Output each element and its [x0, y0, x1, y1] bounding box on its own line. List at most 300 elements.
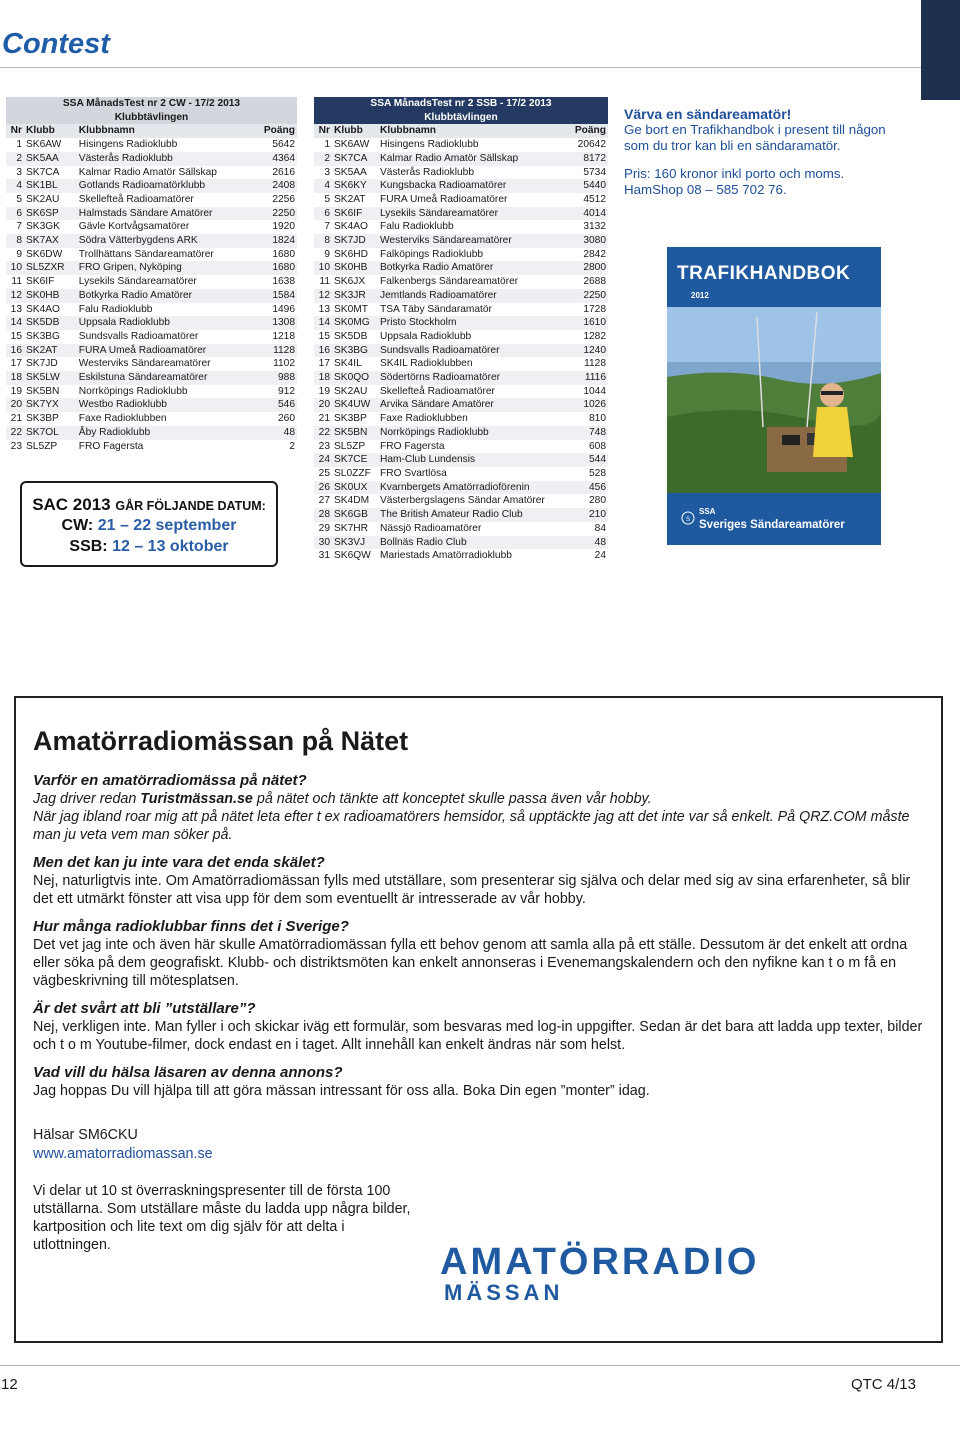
sac-subtitle: GÅR FÖLJANDE DATUM: [115, 499, 266, 513]
row-nr: 7 [16, 221, 22, 233]
table-row [6, 152, 297, 166]
row-nr: 27 [318, 495, 330, 507]
table-title: SSA MånadsTest nr 2 SSB - 17/2 2013 [314, 97, 608, 111]
row-nr: 16 [314, 344, 332, 358]
row-nr: 11 [319, 276, 330, 288]
answer-3: Det vet jag inte och även här skulle Amatörradiomässan fylla ett behov genom att samla alla på ett ställe. Dessutom är det enkelt att ordna eller söka på dem geografiskt. Klubb- och distriktsmöten kan enkelt annonseras i Evenemangskalendern och den nyfikne kan t o m få en vägbeskrivning till mötesplatsen. [33, 937, 908, 989]
row-points: 24 [594, 550, 606, 562]
table-row [314, 467, 608, 481]
answer-4: Nej, verkligen inte. Man fyller i och skickar iväg ett formulär, som besvaras med log-in uppgifter. Sedan är det bara att ladda upp texter, bilder och t o m Youtube-filmer, dock endast en i taget. Allt innehåll kan enkelt ändras när som helst. [33, 1019, 923, 1053]
article-box [14, 696, 943, 1343]
row-clubname: Trollhättans Sändareamatörer [78, 248, 214, 260]
row-points: 8172 [568, 152, 608, 166]
row-points: 3080 [568, 234, 608, 248]
row-points: 2250 [568, 289, 608, 303]
row-points: 1218 [272, 330, 295, 342]
table-row [6, 138, 297, 152]
row-callsign: SK6GB [332, 508, 378, 522]
answer-1-post: på nätet och tänkte att konceptet skulle passa även vår hobby. [252, 791, 652, 807]
row-callsign: SK6DW [26, 248, 63, 260]
sac-ssb-dates: 12 – 13 oktober [112, 538, 229, 555]
promo-text: Vi delar ut 10 st överraskningspresenter till de första 100 utställarna. Som utställare måste du ladda upp några bilder, kartposition och lite text om dig själv för att delta i utlottningen. [33, 1183, 411, 1253]
row-callsign: SK1BL [24, 179, 77, 193]
row-nr: 7 [324, 221, 330, 233]
row-clubname: Westerviks Sändareamatörer [78, 358, 211, 370]
row-nr: 22 [6, 426, 24, 440]
row-callsign: SK6QW [334, 550, 371, 562]
row-clubname: Falu Radioklubb [78, 303, 153, 315]
col-klubbnamn: Klubbnamn [77, 124, 254, 138]
row-callsign: SK7JD [26, 358, 58, 370]
table-row [314, 207, 608, 221]
row-nr: 23 [318, 440, 330, 452]
row-clubname: Bollnäs Radio Club [378, 536, 568, 550]
cover-ssa: SSA [699, 507, 716, 516]
row-clubname: Sundsvalls Radioamatörer [78, 330, 199, 342]
row-callsign: SK5BN [26, 385, 60, 397]
row-points: 20642 [577, 139, 606, 151]
col-klubb: Klubb [332, 124, 378, 138]
row-callsign: SK3GK [26, 221, 60, 233]
table-row [6, 357, 297, 371]
cover-title: TRAFIKHANDBOK [677, 263, 851, 284]
table-subtitle: Klubbtävlingen [314, 111, 608, 125]
table-row [314, 426, 608, 440]
row-points: 912 [278, 385, 295, 397]
row-nr: 9 [16, 248, 22, 260]
row-nr: 4 [6, 179, 24, 193]
row-callsign: SK2AU [26, 193, 60, 205]
row-callsign: SK2AU [334, 385, 368, 397]
table-row [314, 536, 608, 550]
question-5: Vad vill du hälsa läsaren av denna annons? [33, 1064, 343, 1081]
row-nr: 6 [314, 207, 332, 221]
website-link[interactable]: www.amatorradiomassan.se [33, 1146, 213, 1162]
row-callsign: SK2AT [24, 344, 77, 358]
row-clubname: Norrköpings Radioklubb [78, 385, 188, 397]
row-points: 1824 [253, 234, 297, 248]
row-clubname: Eskilstuna Sändareamatörer [77, 371, 254, 385]
row-callsign: SK0MG [332, 316, 378, 330]
row-clubname: FRO Svartlösa [380, 467, 447, 479]
row-clubname: Kungsbacka Radioamatörer [378, 179, 568, 193]
row-clubname: FURA Umeå Radioamatörer [380, 193, 508, 205]
row-clubname: Faxe Radioklubben [78, 413, 167, 425]
row-points: 1026 [568, 398, 608, 412]
row-points: 608 [589, 440, 606, 452]
table-row [6, 193, 297, 207]
table-row [314, 344, 608, 358]
row-clubname: Sundsvalls Radioamatörer [378, 344, 568, 358]
row-clubname: Falu Radioklubb [380, 221, 454, 233]
table-header-row [314, 124, 608, 138]
row-nr: 15 [10, 330, 22, 342]
ssa-logo-icon [681, 511, 695, 525]
row-nr: 19 [318, 385, 330, 397]
table-row [314, 275, 608, 289]
cw-results-table [6, 97, 297, 453]
row-nr: 2 [314, 152, 332, 166]
row-points: 1728 [583, 303, 606, 315]
row-callsign: SK5LW [24, 371, 77, 385]
row-clubname: Falköpings Radioklubb [380, 248, 484, 260]
table-row [6, 207, 297, 221]
row-points: 544 [568, 453, 608, 467]
row-callsign: SK7YX [24, 398, 77, 412]
row-points: 5440 [568, 179, 608, 193]
row-callsign: SL0ZZF [334, 467, 371, 479]
row-nr: 5 [16, 193, 22, 205]
row-points: 1680 [253, 261, 297, 275]
row-callsign: SK4UW [332, 398, 378, 412]
row-clubname: Kvarnbergets Amatörradioförenin [378, 481, 568, 495]
row-points: 748 [568, 426, 608, 440]
row-points: 1128 [584, 358, 606, 370]
table-row [314, 289, 608, 303]
row-callsign: SL5ZP [334, 440, 366, 452]
table-row [6, 371, 297, 385]
sac-ssb-label: SSB: [69, 538, 108, 555]
row-clubname: Mariestads Amatörradioklubb [380, 550, 512, 562]
row-nr: 20 [314, 398, 332, 412]
row-clubname: Westerviks Sändareamatörer [378, 234, 568, 248]
table-row [314, 303, 608, 317]
row-points: 48 [568, 536, 608, 550]
table-row [314, 412, 608, 426]
row-points: 5642 [272, 139, 295, 151]
row-clubname: Kalmar Radio Amatör Sällskap [78, 166, 217, 178]
row-callsign: SK6AW [334, 139, 370, 151]
row-nr: 28 [314, 508, 332, 522]
table-row [314, 138, 608, 152]
row-callsign: SK7HR [334, 522, 368, 534]
row-clubname: Halmstads Sändare Amatörer [77, 207, 254, 221]
row-nr: 8 [314, 234, 332, 248]
row-points: 988 [253, 371, 297, 385]
logo-top-text: AMATÖRRADIO [440, 1241, 760, 1283]
row-clubname: Västerås Radioklubb [77, 152, 254, 166]
row-nr: 31 [318, 550, 330, 562]
table-row [314, 193, 608, 207]
row-clubname: Faxe Radioklubben [380, 413, 468, 425]
row-nr: 23 [10, 440, 22, 452]
row-points: 4512 [583, 193, 606, 205]
row-nr: 12 [6, 289, 24, 303]
table-row [314, 522, 608, 536]
row-callsign: SK4DM [334, 495, 370, 507]
trafikhandbok-ad [624, 106, 904, 198]
col-klubbnamn: Klubbnamn [378, 124, 568, 138]
row-nr: 22 [314, 426, 332, 440]
row-clubname: Södertörns Radioamatörer [378, 371, 568, 385]
table-row [6, 179, 297, 193]
question-2: Men det kan ju inte vara det enda skälet? [33, 854, 325, 871]
table-header-row [6, 124, 297, 138]
table-row [314, 508, 608, 522]
row-clubname: Hisingens Radioklubb [78, 139, 178, 151]
row-points: 1610 [568, 316, 608, 330]
table-row [314, 234, 608, 248]
row-callsign: SK3BG [26, 330, 60, 342]
table-row [314, 248, 608, 262]
row-callsign: SK2AT [334, 193, 366, 205]
row-nr: 3 [16, 166, 22, 178]
row-callsign: SK0HB [24, 289, 77, 303]
row-callsign: SK7JD [332, 234, 378, 248]
table-row [314, 357, 608, 371]
row-points: 3132 [583, 221, 606, 233]
answer-1-bold: Turistmässan.se [140, 791, 253, 807]
table-row [314, 385, 608, 399]
table-row [6, 166, 297, 180]
table-row [6, 220, 297, 234]
row-clubname: Falkenbergs Sändareamatörer [380, 276, 519, 288]
table-row [6, 316, 297, 330]
row-points: 1282 [583, 330, 606, 342]
table-row [6, 398, 297, 412]
ad-body: Ge bort en Trafikhandbok i present till någon som du tror kan bli en sändaramatör. [624, 122, 886, 153]
row-clubname: Jemtlands Radioamatörer [378, 289, 568, 303]
row-clubname: Södra Vätterbygdens ARK [77, 234, 254, 248]
table-row [314, 152, 608, 166]
page-title: Contest [0, 28, 960, 68]
ad-heading: Värva en sändareamatör! [624, 106, 792, 122]
row-points: 1496 [272, 303, 295, 315]
row-nr: 13 [318, 303, 330, 315]
svg-text:S: S [685, 517, 691, 523]
row-callsign: SK6HD [334, 248, 368, 260]
row-points: 48 [253, 426, 297, 440]
table-row [314, 261, 608, 275]
row-points: 84 [594, 522, 606, 534]
table-row [314, 398, 608, 412]
row-clubname: Lysekils Sändareamatörer [78, 276, 197, 288]
row-clubname: Åby Radioklubb [77, 426, 254, 440]
book-cover [667, 247, 881, 545]
cover-org: Sveriges Sändareamatörer [699, 519, 845, 531]
row-callsign: SK3VJ [332, 536, 378, 550]
row-nr: 11 [11, 276, 22, 288]
row-points: 456 [568, 481, 608, 495]
row-callsign: SK7CE [332, 453, 378, 467]
row-callsign: SL5ZXR [24, 261, 77, 275]
row-nr: 13 [10, 303, 22, 315]
row-nr: 8 [6, 234, 24, 248]
row-clubname: Uppsala Radioklubb [380, 330, 472, 342]
row-callsign: SK0UX [332, 481, 378, 495]
row-points: 528 [589, 467, 606, 479]
row-clubname: Lysekils Sändareamatörer [378, 207, 568, 221]
row-points: 2250 [253, 207, 297, 221]
issue-label: QTC 4/13 [850, 1376, 916, 1393]
table-row [314, 316, 608, 330]
row-clubname: Pristo Stockholm [378, 316, 568, 330]
table-row [6, 234, 297, 248]
table-row [314, 494, 608, 508]
row-points: 1308 [253, 316, 297, 330]
row-clubname: SK4IL Radioklubben [380, 358, 473, 370]
article-title: Amatörradiomässan på Nätet [33, 726, 409, 756]
table-row [6, 261, 297, 275]
row-nr: 9 [324, 248, 330, 260]
row-callsign: SK0QO [332, 371, 378, 385]
cover-year: 2012 [691, 291, 709, 300]
table-row [6, 330, 297, 344]
row-callsign: SK7OL [24, 426, 77, 440]
row-points: 2800 [568, 261, 608, 275]
sac-cw-dates: 21 – 22 september [97, 517, 237, 534]
table-row [6, 248, 297, 262]
row-points: 2842 [583, 248, 606, 260]
row-points: 2 [289, 440, 295, 452]
row-nr: 10 [314, 261, 332, 275]
row-callsign: SK3BG [332, 344, 378, 358]
row-points: 1116 [568, 371, 608, 385]
row-nr: 21 [10, 413, 22, 425]
row-nr: 10 [6, 261, 24, 275]
row-points: 2616 [272, 166, 295, 178]
row-callsign: SK3BP [26, 413, 59, 425]
row-clubname: Gävle Kortvågsamatörer [78, 221, 190, 233]
amatorradio-massan-logo [436, 1238, 816, 1304]
row-points: 4014 [568, 207, 608, 221]
row-points: 2688 [583, 276, 606, 288]
row-points: 810 [589, 413, 606, 425]
row-points: 546 [253, 398, 297, 412]
row-nr: 18 [6, 371, 24, 385]
table-subtitle: Klubbtävlingen [6, 111, 297, 125]
row-callsign: SK6AW [26, 139, 62, 151]
row-clubname: FURA Umeå Radioamatörer [77, 344, 254, 358]
row-clubname: Westbo Radioklubb [77, 398, 254, 412]
row-clubname: FRO Fagersta [78, 440, 144, 452]
table-row [314, 549, 608, 563]
row-clubname: Västerås Radioklubb [380, 166, 475, 178]
row-clubname: Norrköpings Radioklubb [378, 426, 568, 440]
row-clubname: Botkyrka Radio Amatörer [378, 261, 568, 275]
row-callsign: SK6IF [26, 276, 55, 288]
row-nr: 24 [314, 453, 332, 467]
footer-rule [0, 1365, 960, 1366]
row-callsign: SK7CA [332, 152, 378, 166]
row-points: 260 [278, 413, 295, 425]
answer-2: Nej, naturligtvis inte. Om Amatörradiomässan fylls med utställare, som presenterar sig själva och delar med sig av sina erfarenheter, så blir det ett utmärkt fönster att visa upp för dem som eventuellt är intresserade av vår hobby. [33, 873, 911, 907]
row-points: 1128 [253, 344, 297, 358]
row-points: 2408 [253, 179, 297, 193]
cover-photo [667, 307, 881, 493]
table-row [314, 440, 608, 454]
sac-cw-label: CW: [61, 517, 94, 534]
logo-bottom-text: MÄSSAN [444, 1280, 564, 1304]
table-row [6, 344, 297, 358]
row-clubname: Nässjö Radioamatörer [380, 522, 482, 534]
row-nr: 12 [314, 289, 332, 303]
table-row [314, 453, 608, 467]
question-1: Varför en amatörradiomässa på nätet? [33, 772, 307, 789]
row-points: 4364 [253, 152, 297, 166]
row-callsign: SK4AO [26, 303, 60, 315]
table-row [6, 426, 297, 440]
row-clubname: Arvika Sändare Amatörer [378, 398, 568, 412]
row-nr: 3 [324, 166, 330, 178]
ssb-results-table [314, 97, 608, 563]
row-nr: 20 [6, 398, 24, 412]
row-nr: 14 [314, 316, 332, 330]
table-row [314, 220, 608, 234]
row-clubname: Botkyrka Radio Amatörer [77, 289, 254, 303]
table-row [314, 330, 608, 344]
row-nr: 1 [324, 139, 330, 151]
col-klubb: Klubb [24, 124, 77, 138]
row-clubname: The British Amateur Radio Club [378, 508, 568, 522]
row-nr: 14 [6, 316, 24, 330]
row-callsign: SK0HB [332, 261, 378, 275]
row-points: 210 [568, 508, 608, 522]
row-clubname: TSA Täby Sändaramatör [380, 303, 492, 315]
row-nr: 1 [16, 139, 22, 151]
answer-1-line2: När jag ibland roar mig att på nätet leta efter t ex radioamatörers hemsidor, så upptäckte jag att det inte var så enkelt. På QRZ.COM måste man ju veta vem man söker på. [33, 809, 910, 843]
table-row [314, 179, 608, 193]
col-nr: Nr [6, 124, 24, 138]
row-clubname: FRO Fagersta [380, 440, 445, 452]
row-nr: 29 [318, 522, 330, 534]
table-row [6, 303, 297, 317]
row-points: 2256 [272, 193, 295, 205]
row-clubname: Skellefteå Radioamatörer [78, 193, 194, 205]
sac-title: SAC 2013 [32, 495, 111, 514]
page-number: 12 [1, 1376, 18, 1393]
greeting: Hälsar SM6CKU [33, 1127, 138, 1143]
row-callsign: SK3JR [332, 289, 378, 303]
table-row [314, 481, 608, 495]
row-callsign: SK5BN [332, 426, 378, 440]
row-callsign: SK5DB [334, 330, 368, 342]
row-nr: 5 [324, 193, 330, 205]
table-row [314, 371, 608, 385]
row-nr: 21 [318, 413, 330, 425]
row-points: 1920 [272, 221, 295, 233]
row-callsign: SL5ZP [26, 440, 58, 452]
row-nr: 17 [10, 358, 22, 370]
row-clubname: Ham-Club Lundensis [378, 453, 568, 467]
row-nr: 15 [318, 330, 330, 342]
table-row [6, 275, 297, 289]
col-poang: Poäng [253, 124, 297, 138]
row-nr: 30 [314, 536, 332, 550]
table-title: SSA MånadsTest nr 2 CW - 17/2 2013 [6, 97, 297, 111]
row-points: 1584 [253, 289, 297, 303]
table-row [6, 289, 297, 303]
row-callsign: SK6JX [334, 276, 366, 288]
row-callsign: SK6KY [332, 179, 378, 193]
answer-5: Jag hoppas Du vill hjälpa till att göra mässan intressant för oss alla. Boka Din egen ”monter” idag. [33, 1083, 650, 1099]
ad-price: Pris: 160 kronor inkl porto och moms. HamShop 08 – 585 702 76. [624, 166, 845, 197]
table-row [6, 412, 297, 426]
question-4: Är det svårt att bli ”utställare”? [33, 1000, 256, 1017]
row-callsign: SK6SP [24, 207, 77, 221]
row-points: 1240 [568, 344, 608, 358]
question-3: Hur många radioklubbar finns det i Sverige? [33, 918, 349, 935]
row-callsign: SK4AO [334, 221, 368, 233]
row-points: 280 [589, 495, 606, 507]
row-nr: 16 [6, 344, 24, 358]
row-nr: 2 [6, 152, 24, 166]
row-nr: 17 [318, 358, 330, 370]
row-callsign: SK7AX [24, 234, 77, 248]
row-nr: 19 [10, 385, 22, 397]
row-nr: 26 [314, 481, 332, 495]
row-clubname: Skellefteå Radioamatörer [380, 385, 495, 397]
